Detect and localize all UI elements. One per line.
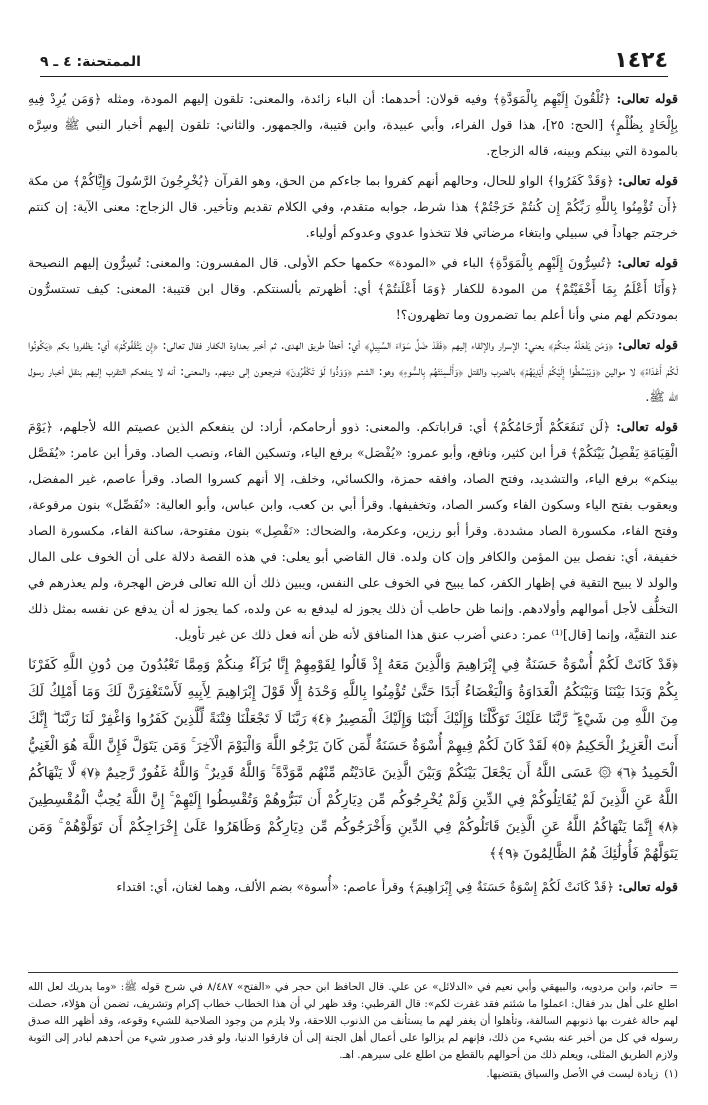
- paragraph-text: ﴿لَن تَنفَعَكُمْ أَرْحَامُكُمْ﴾ أي: قراباتكم. والمعنى: ذوو أرحامكم، أراد: لن ينفعكم الذين عصيتم الله لأجلهم، ﴿يَوْمَ الْقِيَامَةِ يَفْصِلُ بَيْنَكُمْ﴾ قرأ ابن كثير، ونافع، وأبو عمرو: «يُفْصَل» برفع الياء، وتسكين الفاء، ونصب الصاد. وقرأ ابن عامر: «يُفَصَّل بينكم» برفع الياء، والتشديد، وفتح الصاد، وافقه حمزة، والكسائي، وخلف، إلا أنهم كسروا الصاد. وقرأ عاصم، غير المفضل، ويعقوب بفتح الياء وسكون الفاء وكسر الصاد، وتخفيفها. وقرأ أبي بن كعب، وابن عباس، وأبو العالية: «نُفَصِّل» بنون مرفوعة، وفتح الفاء، مكسورة الصاد مشددة. وقرأ أبو رزين، وعكرمة، والضحاك: «نَفْصِل» بنون مفتوحة، ساكنة الفاء، مكسورة الصاد خفيفة، أي: نفصل بين المؤمن والكافر وإن كان ولده. قال القاضي أبو يعلى: في هذه القصة دلالة على أن الخوف على المال والولد لا يبيح التقية في إظهار الكفر، كما يبيح في الخوف على النفس، ويبين ذلك أن الله تعالى فرض الهجرة، ولم يعذرهم في التخلُّف لأجل أموالهم وأولادهم. وإنما ظن حاطب أن ذلك يجوز له ليدفع به عن ولده، كما يجوز له أن يدفع عن نفسه بمثل ذلك عند التقيَّة، وإنما [قال]⁽¹⁾ عمر: دعني أضرب عنق هذا المنافق لأنه ظن أنه فعل ذلك عن غير تأويل.: [28, 419, 678, 642]
- paragraph-text: ﴿وَقَدْ كَفَرُوا﴾ الواو للحال، وحالهم أنهم كفروا بما جاءكم من الحق، وهو القرآن ﴿يُخْرِجُونَ الرَّسُولَ وَإِيَّاكُمْ﴾ من مكة ﴿أَن تُؤْمِنُوا بِاللَّهِ رَبِّكُمْ إِن كُنتُمْ خَرَجْتُمْ﴾ هذا شرط، جوابه متقدم، وفي الكلام تقديم وتأخير. قال الزجاج: معنى الآية: إن كنتم خرجتم جهاداً في سبيلي وابتغاء مرضاتي فلا تتخذوا عدوي وعدوكم أولياء.: [28, 173, 678, 240]
- footnote-marker: (١): [664, 1068, 678, 1080]
- page-number: ١٤٢٤: [614, 48, 668, 73]
- footnote-marker: =: [669, 981, 678, 993]
- commentary-paragraph: [28, 250, 678, 328]
- footnote-text: حاتم، وابن مردويه، والبيهقي وأبي نعيم في «الدلائل» عن علي. قال الحافظ ابن حجر في «الفتح» ٨/٤٨٧ في شرح قوله ﷺ: «وما يدريك لعل الله اطلع على أهل بدر فقال: اعملوا ما شئتم فقد غفرت لكم»: قال القرطبي: وقد ظهر لي أن هذا الخطاب خطاب إكرام وتشريف، تضمن أن هؤلاء، حصلت لهم حالة غفرت بها ذنوبهم السالفة، وتأهلوا أن يغفر لهم ما يستأنف من الذنوب اللاحقة، ولا يلزم من وجود الصلاحية للشيء وقوعه، وقد أظهر الله صدق رسوله في كل من أخبر عنه بشيء من ذلك، فإنهم لم يزالوا على أعمال أهل الجنة إلى أن فارقوا الدنيا، ولو قدر صدور شيء من أحدهم لبادر إلى التوبة ولازم الطريق المثلى، ويعلم ذلك من أحوالهم بالقطع من اطلع على سيرهم. اهـ.: [28, 981, 678, 1061]
- verse-label: قوله تعالى:: [618, 879, 678, 894]
- paragraph-text: ﴿قَدْ كَانَتْ لَكُمْ إِسْوَةٌ حَسَنَةٌ فِي إِبْرَاهِيمَ﴾ وقرأ عاصم: «أُسوة» بضم الألف، وهما لغتان، أي: اقتداء: [116, 879, 615, 894]
- verse-label: قوله تعالى:: [617, 337, 678, 352]
- main-text: [28, 86, 678, 955]
- verse-label: قوله تعالى:: [617, 255, 678, 270]
- verse-label: قوله تعالى:: [616, 419, 678, 434]
- commentary-paragraph: [28, 86, 678, 164]
- verse-label: قوله تعالى:: [616, 91, 678, 106]
- footnote: [28, 1066, 678, 1083]
- verse-label: قوله تعالى:: [617, 173, 678, 188]
- footnote-text: زيادة ليست في الأصل والسياق يقتضيها.: [486, 1068, 659, 1080]
- footnote: [28, 979, 678, 1064]
- footnotes: [28, 972, 678, 1085]
- quran-verses-block: ﴿قَدْ كَانَتْ لَكُمْ أُسْوَةٌ حَسَنَةٌ فِي إِبْرَاهِيمَ وَالَّذِينَ مَعَهُ إِذْ قَالُوا لِقَوْمِهِمْ إِنَّا بُرَآءُ مِنكُمْ وَمِمَّا تَعْبُدُونَ مِن دُونِ اللَّهِ كَفَرْنَا بِكُمْ وَبَدَا بَيْنَنَا وَبَيْنَكُمُ الْعَدَاوَةُ وَالْبَغْضَاءُ أَبَدًا حَتَّىٰ تُؤْمِنُوا بِاللَّهِ وَحْدَهُ إِلَّا قَوْلَ إِبْرَاهِيمَ لِأَبِيهِ لَأَسْتَغْفِرَنَّ لَكَ وَمَا أَمْلِكُ لَكَ مِنَ اللَّهِ مِن شَيْءٍ ۖ رَّبَّنَا عَلَيْكَ تَوَكَّلْنَا وَإِلَيْكَ أَنَبْنَا وَإِلَيْكَ الْمَصِيرُ ﴿٤﴾ رَبَّنَا لَا تَجْعَلْنَا فِتْنَةً لِّلَّذِينَ كَفَرُوا وَاغْفِرْ لَنَا رَبَّنَا ۖ إِنَّكَ أَنتَ الْعَزِيزُ الْحَكِيمُ ﴿٥﴾ لَقَدْ كَانَ لَكُمْ فِيهِمْ أُسْوَةٌ حَسَنَةٌ لِّمَن كَانَ يَرْجُو اللَّهَ وَالْيَوْمَ الْآخِرَ ۚ وَمَن يَتَوَلَّ فَإِنَّ اللَّهَ هُوَ الْغَنِيُّ الْحَمِيدُ ﴿٦﴾ ۞ عَسَى اللَّهُ أَن يَجْعَلَ بَيْنَكُمْ وَبَيْنَ الَّذِينَ عَادَيْتُم مِّنْهُم مَّوَدَّةً ۚ وَاللَّهُ قَدِيرٌ ۚ وَاللَّهُ غَفُورٌ رَّحِيمٌ ﴿٧﴾ لَّا يَنْهَاكُمُ اللَّهُ عَنِ الَّذِينَ لَمْ يُقَاتِلُوكُمْ فِي الدِّينِ وَلَمْ يُخْرِجُوكُم مِّن دِيَارِكُمْ أَن تَبَرُّوهُمْ وَتُقْسِطُوا إِلَيْهِمْ ۚ إِنَّ اللَّهَ يُحِبُّ الْمُقْسِطِينَ ﴿٨﴾ إِنَّمَا يَنْهَاكُمُ اللَّهُ عَنِ الَّذِينَ قَاتَلُوكُمْ فِي الدِّينِ وَأَخْرَجُوكُم مِّن دِيَارِكُمْ وَظَاهَرُوا عَلَىٰ إِخْرَاجِكُمْ أَن تَوَلَّوْهُمْ ۚ وَمَن يَتَوَلَّهُمْ فَأُولَٰئِكَ هُمُ الظَّالِمُونَ ﴿٩﴾﴾: [28, 657, 678, 862]
- paragraph-text: ﴿وَمَن يَفْعَلْهُ مِنكُمْ﴾ يعني: الإسرار والإلقاء إليهم ﴿فَقَدْ ضَلَّ سَوَاءَ السَّبِيلِ﴾ أي: أخطأ طريق الهدى. ثم أخبر بعداوة الكفار فقال تعالى: ﴿إِن يَثْقَفُوكُمْ﴾ أي: يظفروا بكم ﴿يَكُونُوا لَكُمْ أَعْدَاءً﴾ لا موالين ﴿وَيَبْسُطُوا إِلَيْكُمْ أَيْدِيَهُمْ﴾ بالضرب والقتل ﴿وَأَلْسِنَتَهُم بِالسُّوءِ﴾ وهو: الشتم ﴿وَوَدُّوا لَوْ تَكْفُرُونَ﴾ فترجعون إلى دينهم. والمعنى: أنه لا ينفعكم التقرب إليهم بنقل أخبار رسول الله ﷺ.: [28, 337, 678, 404]
- commentary-paragraph: [28, 332, 678, 410]
- paragraph-text: ﴿تُلْقُونَ إِلَيْهِم بِالْمَوَدَّةِ﴾ وفيه قولان: أحدهما: أن الباء زائدة، والمعنى: تلقون إليهم المودة، ومثله ﴿وَمَن يُرِدْ فِيهِ بِإِلْحَادٍ بِظُلْمٍ﴾ [الحج: ٢٥]، هذا قول الفراء، وأبي عبيدة، وابن قتيبة، والجمهور. والثاني: تلقون إليهم أخبار النبي ﷺ وسِرَّه بالمودة التي بينكم وبينه، قاله الزجاج.: [28, 91, 678, 158]
- commentary-paragraph: [28, 874, 678, 900]
- commentary-paragraph: [28, 168, 678, 246]
- page-header: [40, 48, 668, 77]
- commentary-paragraph: [28, 414, 678, 648]
- paragraph-text: ﴿تُسِرُّونَ إِلَيْهِم بِالْمَوَدَّةِ﴾ الباء في «المودة» حكمها حكم الأولى. قال المفسرون: والمعنى: تُسِرُّون إليهم النصيحة ﴿وَأَنَا أَعْلَمُ بِمَا أَخْفَيْتُمْ﴾ من المودة للكفار ﴿وَمَا أَعْلَنتُمْ﴾ أي: أظهرتم بألسنتكم. وقال ابن قتيبة: المعنى: كيف تستسرُّون بمودتكم لهم مني وأنا أعلم بما تضمرون وما تظهرون؟!: [28, 255, 678, 322]
- running-title: الممتحنة: ٤ ـ ٩: [40, 54, 141, 70]
